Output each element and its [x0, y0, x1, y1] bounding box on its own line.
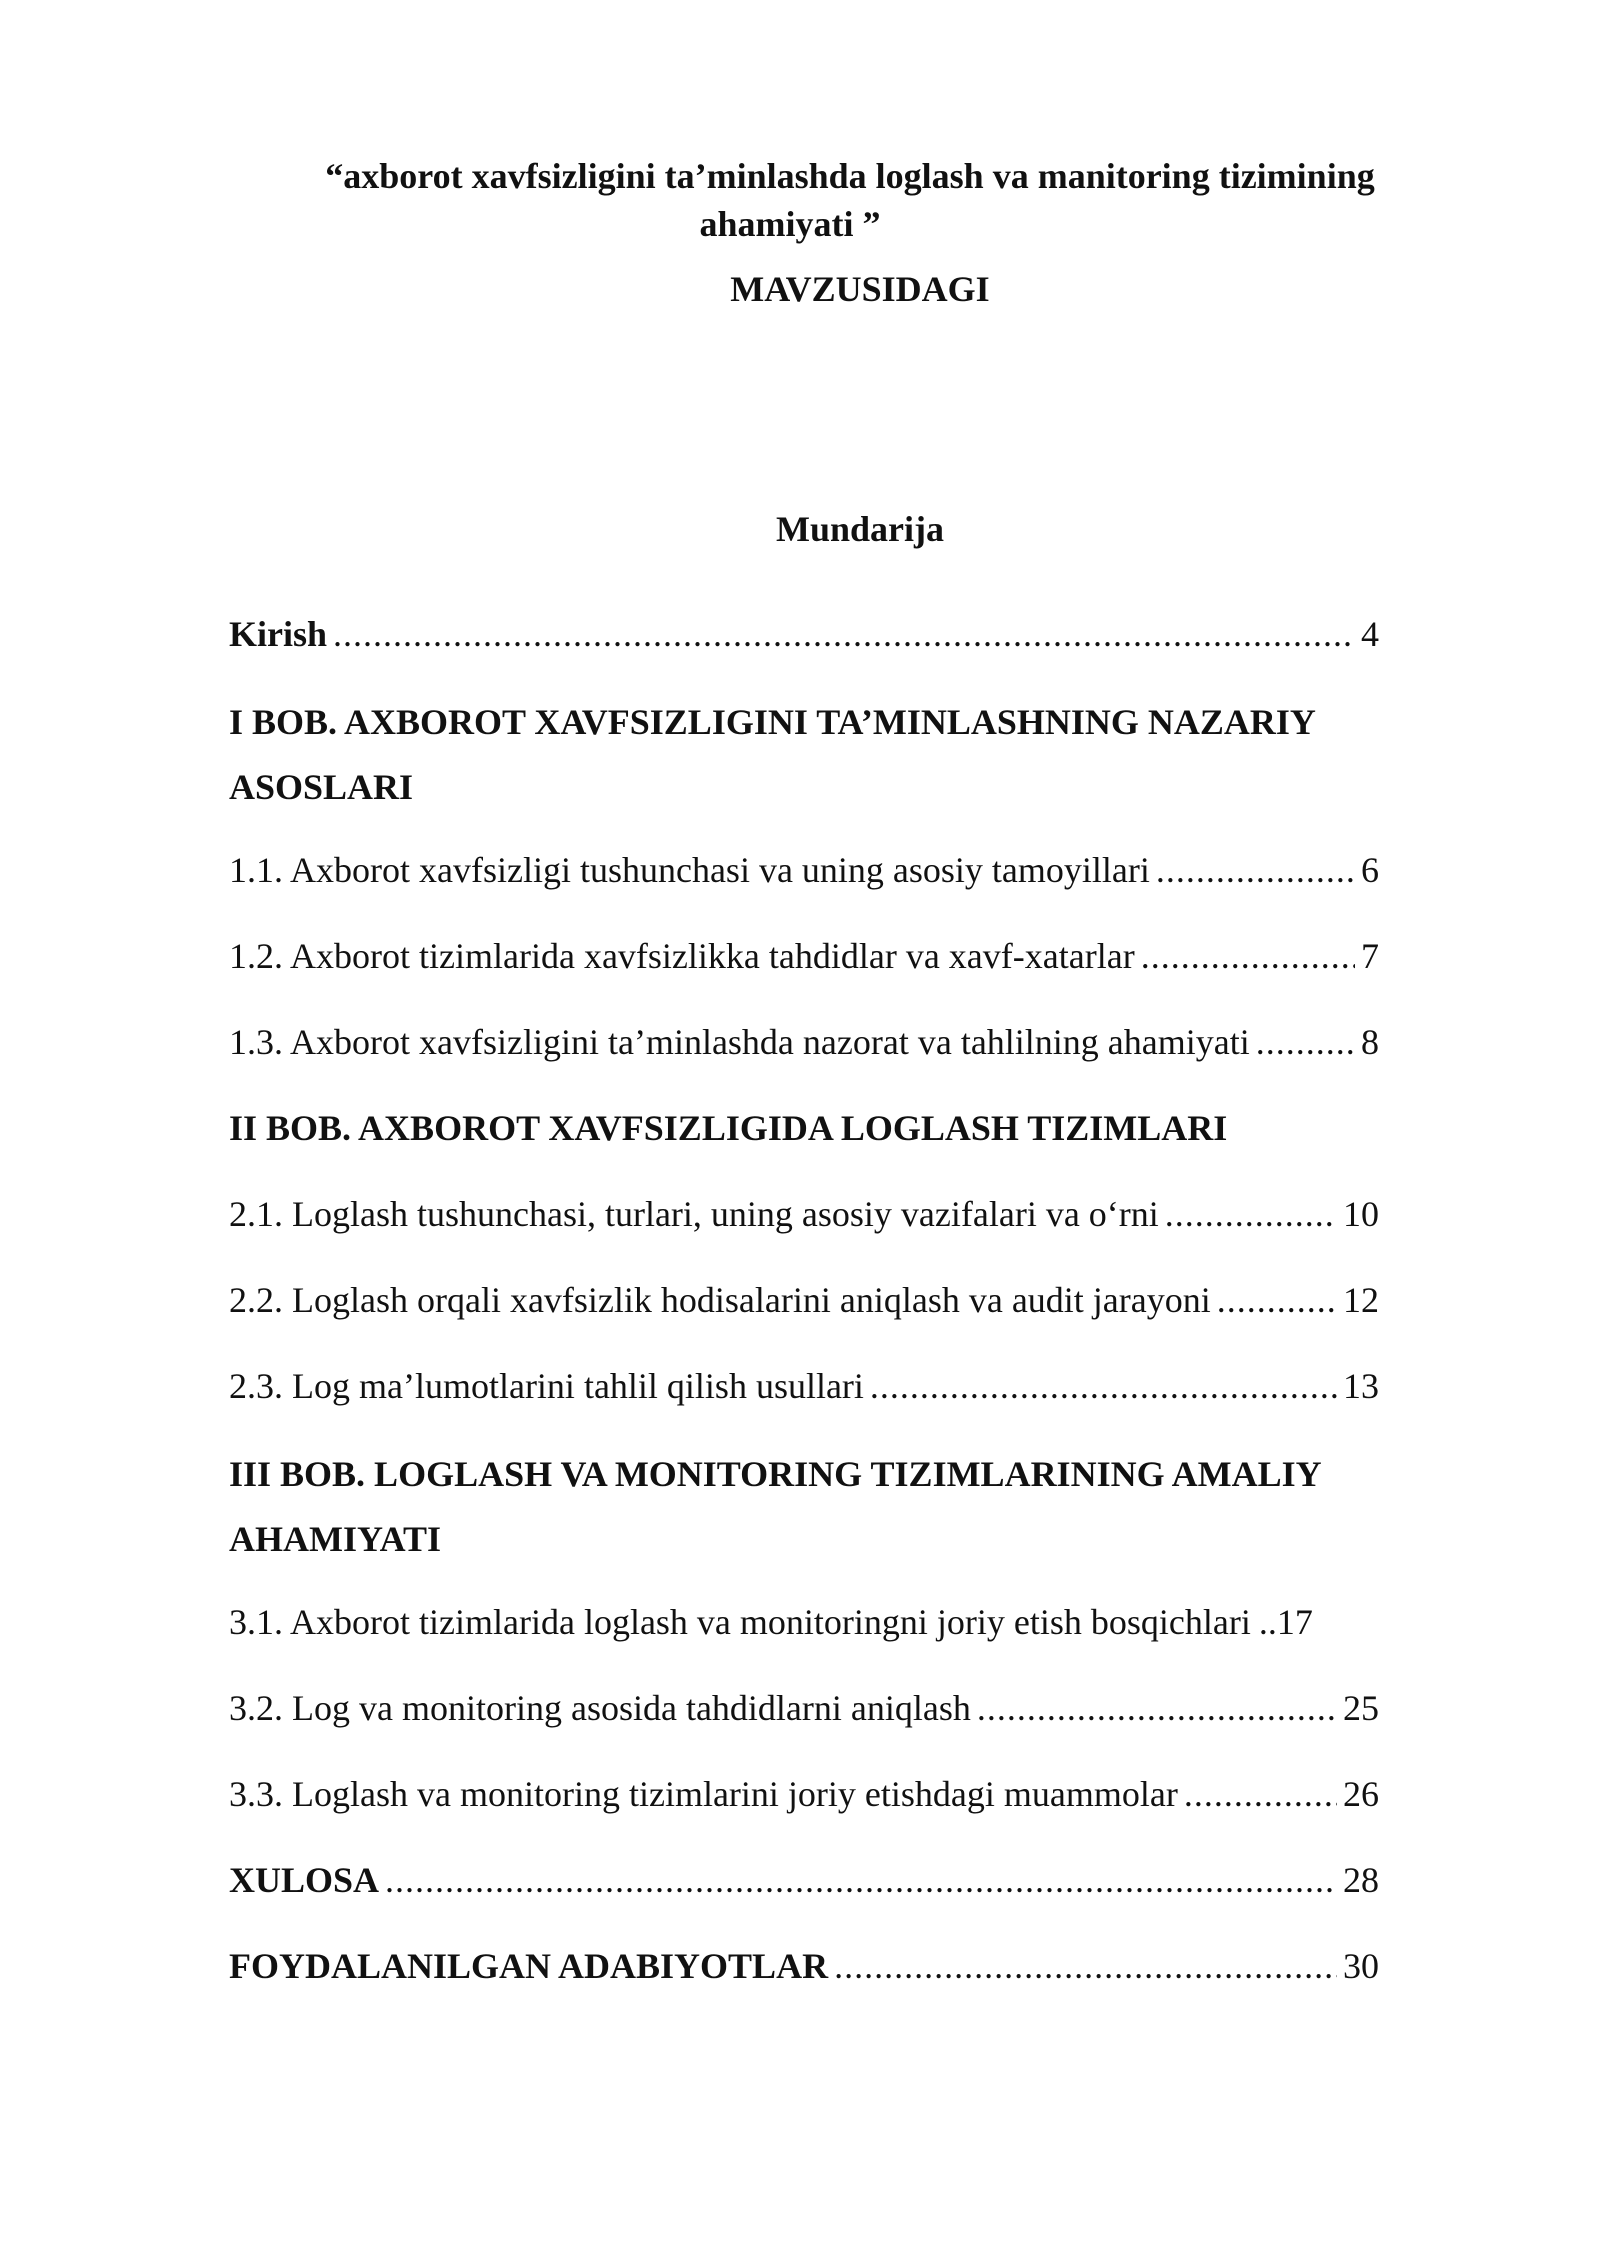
toc-item-page: 12 — [1343, 1280, 1379, 1320]
toc-leader-dots — [1184, 1770, 1337, 1818]
toc-item-conclusion[interactable] — [229, 1856, 1379, 1904]
toc-leader-dots — [870, 1362, 1337, 1410]
document-subtitle: MAVZUSIDAGI — [730, 269, 990, 309]
toc-item-label: 2.3. Log ma’lumotlarini tahlil qilish usullari — [229, 1366, 864, 1406]
toc-item-page: ..17 — [1258, 1602, 1313, 1642]
document-title-line1: “axborot xavfsizligini ta’minlashda loglash va manitoring tizimining — [325, 156, 1375, 196]
toc-item-2-1[interactable] — [229, 1190, 1379, 1238]
toc-heading: Mundarija — [775, 509, 944, 549]
toc-item-label: 1.1. Axborot xavfsizligi tushunchasi va uning asosiy tamoyillari — [229, 850, 1150, 890]
toc-item-label: II BOB. AXBOROT XAVFSIZLIGIDA LOGLASH TIZIMLARI — [229, 1108, 1228, 1148]
toc-leader-dots — [1217, 1276, 1337, 1324]
toc-item-label: 2.2. Loglash orqali xavfsizlik hodisalarini aniqlash va audit jarayoni — [229, 1280, 1211, 1320]
toc-item-label: 1.3. Axborot xavfsizligini ta’minlashda nazorat va tahlilning ahamiyati — [229, 1022, 1250, 1062]
toc-item-label: XULOSA — [229, 1860, 380, 1900]
toc-leader-dots — [333, 610, 1355, 658]
toc-item-page: 25 — [1343, 1688, 1379, 1728]
toc-chapter-2[interactable] — [229, 1104, 1379, 1152]
toc-leader-dots — [385, 1856, 1337, 1904]
toc-item-page: 10 — [1343, 1194, 1379, 1234]
toc-item-page: 28 — [1343, 1860, 1379, 1900]
toc-item-page: 6 — [1361, 850, 1379, 890]
toc-item-page: 4 — [1361, 614, 1379, 654]
toc-item-intro[interactable] — [229, 610, 1379, 658]
toc-item-3-1[interactable] — [229, 1598, 1379, 1646]
toc-leader-dots — [977, 1684, 1337, 1732]
toc-item-2-3[interactable] — [229, 1362, 1379, 1410]
toc-item-page: 30 — [1343, 1946, 1379, 1986]
toc-item-label: 3.1. Axborot tizimlarida loglash va monitoringni joriy etish bosqichlari — [229, 1602, 1251, 1642]
toc-item-1-1[interactable] — [229, 846, 1379, 894]
toc-item-3-2[interactable] — [229, 1684, 1379, 1732]
toc-chapter-1[interactable]: I BOB. AXBOROT XAVFSIZLIGINI TA’MINLASHNING NAZARIY ASOSLARI — [229, 702, 1315, 807]
toc-item-label: 3.2. Log va monitoring asosida tahdidlarni aniqlash — [229, 1688, 971, 1728]
toc-item-references[interactable] — [229, 1942, 1379, 1990]
toc-item-label: 1.2. Axborot tizimlarida xavfsizlikka tahdidlar va xavf-xatarlar — [229, 936, 1135, 976]
toc-item-page: 26 — [1343, 1774, 1379, 1814]
toc-leader-dots — [1156, 846, 1355, 894]
toc-item-2-2[interactable] — [229, 1276, 1379, 1324]
toc-item-label: Kirish — [229, 614, 328, 654]
toc-item-label: FOYDALANILGAN ADABIYOTLAR — [229, 1946, 829, 1986]
toc-leader-dots — [834, 1942, 1337, 1990]
toc-leader-dots — [1256, 1018, 1355, 1066]
toc-item-1-2[interactable] — [229, 932, 1379, 980]
toc-item-page: 13 — [1343, 1366, 1379, 1406]
toc-chapter-3[interactable]: III BOB. LOGLASH VA MONITORING TIZIMLARINING AMALIY AHAMIYATI — [229, 1454, 1321, 1559]
toc-item-page: 7 — [1361, 936, 1379, 976]
toc-leader-dots — [1165, 1190, 1337, 1238]
document-title-line2: ahamiyati ” — [699, 204, 881, 244]
toc-item-label: 3.3. Loglash va monitoring tizimlarini joriy etishdagi muammolar — [229, 1774, 1178, 1814]
toc-item-1-3[interactable] — [229, 1018, 1379, 1066]
toc-item-page: 8 — [1361, 1022, 1379, 1062]
toc-item-3-3[interactable] — [229, 1770, 1379, 1818]
toc-item-label: 2.1. Loglash tushunchasi, turlari, uning asosiy vazifalari va o‘rni — [229, 1194, 1159, 1234]
toc-leader-dots — [1141, 932, 1355, 980]
document-title — [290, 152, 1410, 248]
